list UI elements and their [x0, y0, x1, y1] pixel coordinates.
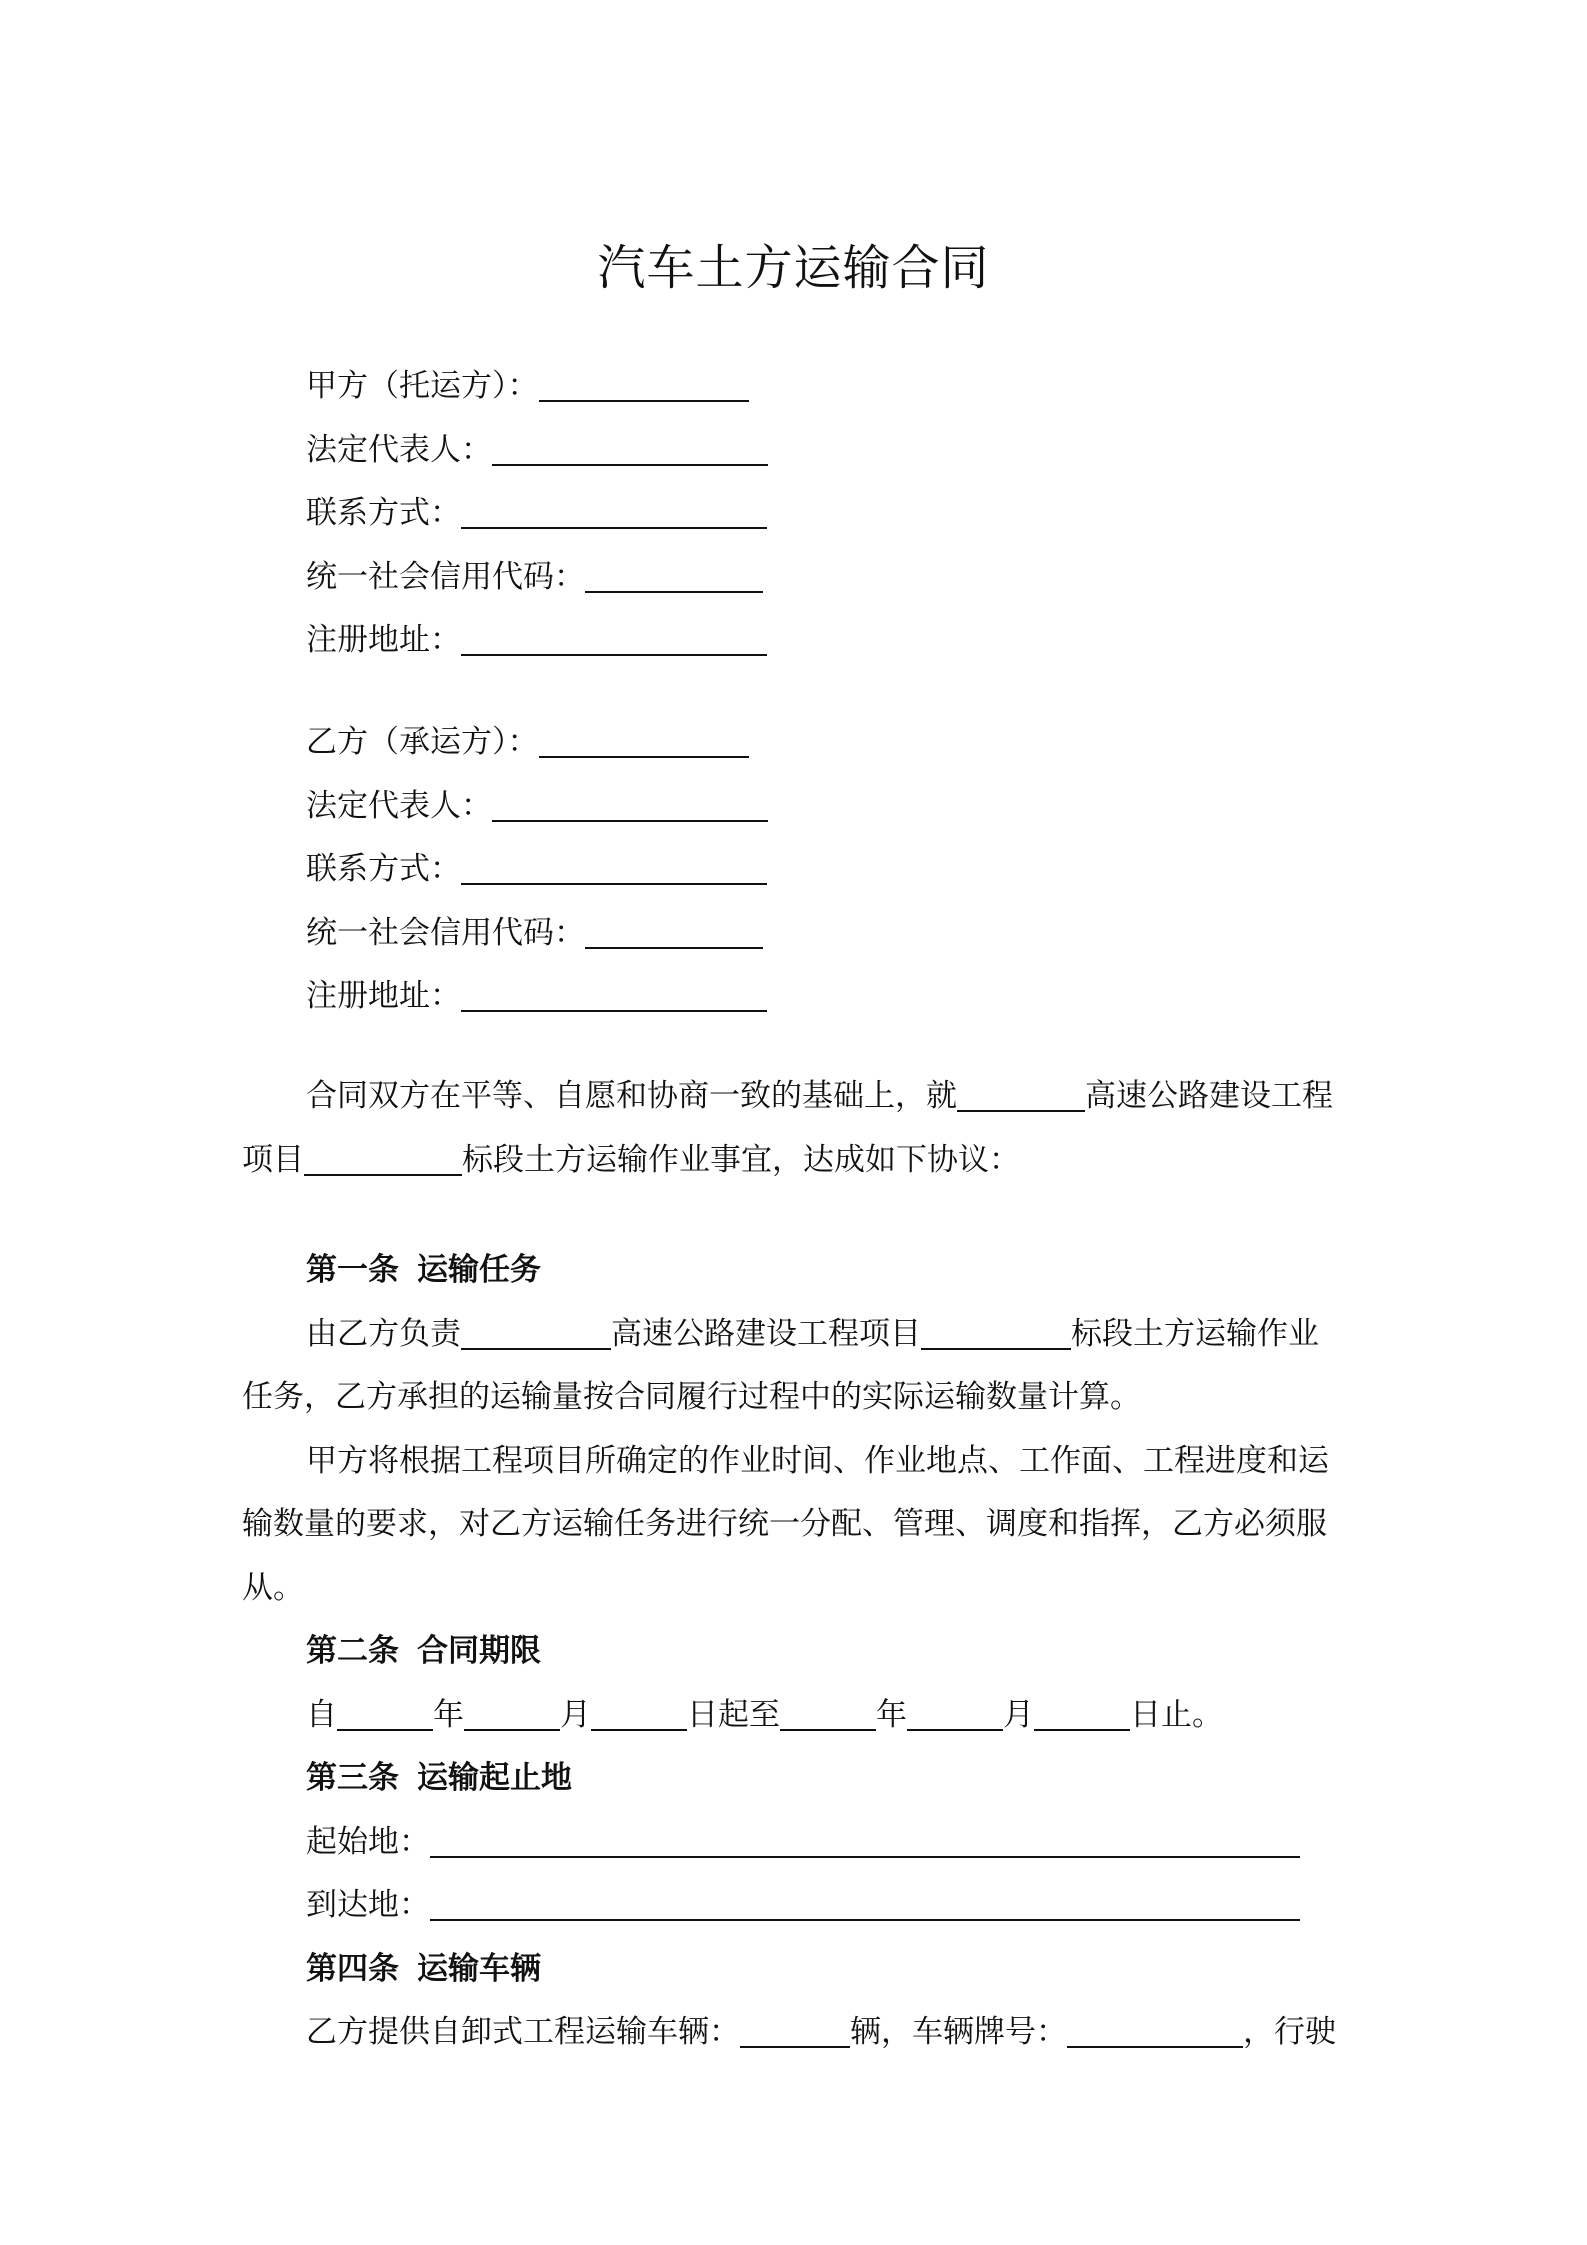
article-4-heading	[306, 1947, 541, 1991]
end-year-text: 年	[876, 1697, 907, 1733]
party-a-rep-label: 法定代表人：	[306, 432, 492, 468]
preamble-line-2	[242, 1138, 1020, 1182]
party-b-address-label: 注册地址：	[306, 978, 461, 1014]
destination-row	[306, 1883, 1300, 1927]
origin-row	[306, 1820, 1300, 1864]
origin-label: 起始地：	[306, 1824, 430, 1860]
party-b-address-row	[306, 974, 767, 1018]
party-a-credit-blank[interactable]	[585, 557, 763, 593]
article-4-text-c: ，行驶	[1243, 2014, 1336, 2050]
preamble-line-1	[306, 1074, 1333, 1118]
article-1-number: 第一条	[306, 1252, 399, 1288]
preamble-text-3: 项目	[242, 1142, 304, 1178]
start-month-blank[interactable]	[464, 1695, 560, 1731]
party-b-name-row	[306, 720, 749, 764]
article-1-text-a: 由乙方负责	[306, 1316, 461, 1352]
document-title: 汽车土方运输合同	[597, 240, 990, 296]
party-b-credit-row	[306, 911, 763, 955]
vehicle-count-blank[interactable]	[740, 2012, 850, 2048]
party-a-address-blank[interactable]	[461, 620, 767, 656]
article-1-highway-blank[interactable]	[461, 1314, 611, 1350]
party-b-name-label: 乙方（承运方）：	[306, 724, 539, 760]
article-2-number: 第二条	[306, 1633, 399, 1669]
party-a-address-label: 注册地址：	[306, 622, 461, 658]
party-a-name-label: 甲方（托运方）：	[306, 368, 539, 404]
party-b-rep-label: 法定代表人：	[306, 788, 492, 824]
start-day-blank[interactable]	[591, 1695, 687, 1731]
start-year-blank[interactable]	[337, 1695, 433, 1731]
party-a-contact-label: 联系方式：	[306, 495, 461, 531]
party-a-credit-row	[306, 555, 763, 599]
end-month-blank[interactable]	[907, 1695, 1003, 1731]
party-b-rep-row	[306, 784, 768, 828]
party-a-address-row	[306, 618, 767, 662]
article-1-line-5: 从。	[242, 1570, 304, 1606]
preamble-text-2: 高速公路建设工程	[1085, 1078, 1333, 1114]
preamble-text-1: 合同双方在平等、自愿和协商一致的基础上，就	[306, 1078, 957, 1114]
plate-number-label: 辆，车辆牌号：	[850, 2014, 1067, 2050]
end-month-text: 月	[1003, 1697, 1034, 1733]
start-year-text: 年	[433, 1697, 464, 1733]
party-a-credit-label: 统一社会信用代码：	[306, 559, 585, 595]
article-1-heading	[306, 1248, 541, 1292]
article-1-line-3: 甲方将根据工程项目所确定的作业时间、作业地点、工作面、工程进度和运	[306, 1443, 1329, 1479]
vehicle-count-label: 乙方提供自卸式工程运输车辆：	[306, 2014, 740, 2050]
article-2-dates	[306, 1693, 1223, 1737]
article-4-number: 第四条	[306, 1951, 399, 1987]
party-b-credit-blank[interactable]	[585, 913, 763, 949]
party-a-rep-blank[interactable]	[492, 430, 768, 466]
article-4-line-1	[306, 2010, 1336, 2054]
article-3-heading	[306, 1756, 572, 1800]
article-2-heading	[306, 1629, 541, 1673]
party-b-address-blank[interactable]	[461, 976, 767, 1012]
article-1-text-b: 高速公路建设工程项目	[611, 1316, 921, 1352]
end-day-blank[interactable]	[1034, 1695, 1130, 1731]
article-1-text-c: 标段土方运输作业	[1071, 1316, 1319, 1352]
party-a-contact-blank[interactable]	[461, 493, 767, 529]
article-1-section-blank[interactable]	[921, 1314, 1071, 1350]
party-a-name-row	[306, 364, 749, 408]
preamble-highway-blank[interactable]	[957, 1076, 1085, 1112]
party-a-name-blank[interactable]	[539, 366, 749, 402]
article-1-line-4: 输数量的要求，对乙方运输任务进行统一分配、管理、调度和指挥，乙方必须服	[242, 1506, 1327, 1542]
end-day-text: 日止。	[1130, 1697, 1223, 1733]
preamble-section-blank[interactable]	[304, 1140, 462, 1176]
party-b-credit-label: 统一社会信用代码：	[306, 915, 585, 951]
party-b-contact-label: 联系方式：	[306, 851, 461, 887]
article-1-line-2: 任务，乙方承担的运输量按合同履行过程中的实际运输数量计算。	[242, 1379, 1141, 1415]
party-a-contact-row	[306, 491, 767, 535]
destination-blank[interactable]	[430, 1885, 1300, 1921]
article-3-number: 第三条	[306, 1760, 399, 1796]
preamble-text-4: 标段土方运输作业事宜，达成如下协议：	[462, 1142, 1020, 1178]
party-a-rep-row	[306, 428, 768, 472]
plate-number-blank[interactable]	[1067, 2012, 1243, 2048]
article-1-title: 运输任务	[417, 1252, 541, 1288]
article-4-title: 运输车辆	[417, 1951, 541, 1987]
article-1-line-1	[306, 1312, 1319, 1356]
article-2-title: 合同期限	[417, 1633, 541, 1669]
date-from-text: 自	[306, 1697, 337, 1733]
article-3-title: 运输起止地	[417, 1760, 572, 1796]
end-year-blank[interactable]	[780, 1695, 876, 1731]
start-month-text: 月	[560, 1697, 591, 1733]
start-day-text: 日起至	[687, 1697, 780, 1733]
party-b-rep-blank[interactable]	[492, 786, 768, 822]
destination-label: 到达地：	[306, 1887, 430, 1923]
party-b-name-blank[interactable]	[539, 722, 749, 758]
party-b-contact-row	[306, 847, 767, 891]
party-b-contact-blank[interactable]	[461, 849, 767, 885]
origin-blank[interactable]	[430, 1822, 1300, 1858]
